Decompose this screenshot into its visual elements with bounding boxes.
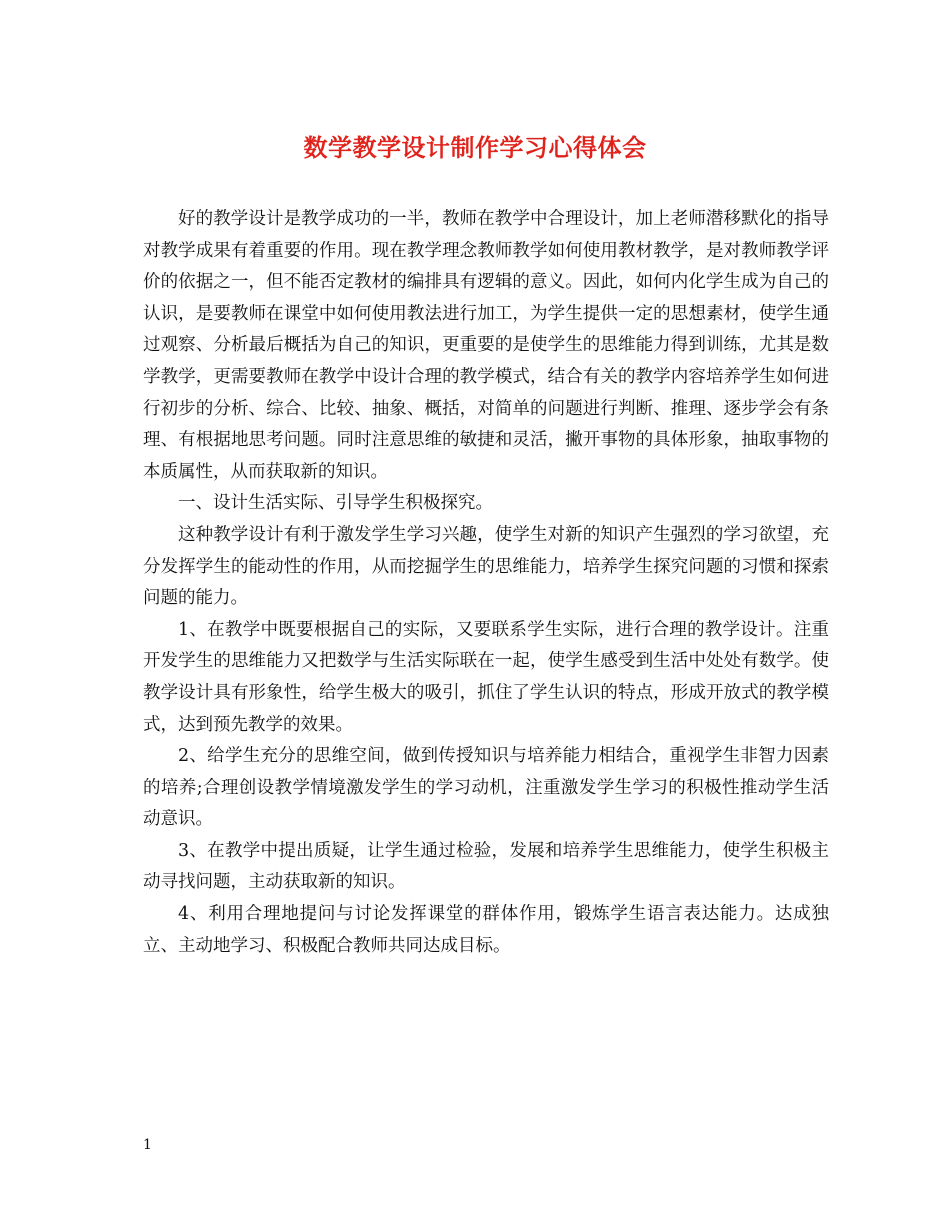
document-title: 数学教学设计制作学习心得体会 xyxy=(303,133,647,162)
page-number: 1 xyxy=(143,1137,152,1153)
paragraph-benefits: 这种教学设计有利于激发学生学习兴趣，使学生对新的知识产生强烈的学习欲望，充分发挥学生的能动性的作用，从而挖掘学生的思维能力，培养学生探究问题的习惯和探索问题的能力。 xyxy=(143,524,829,609)
paragraph-point-3: 3、在教学中提出质疑，让学生通过检验，发展和培养学生思维能力，使学生积极主动寻找问题，主动获取新的知识。 xyxy=(143,840,829,893)
document-body xyxy=(143,204,829,962)
paragraph-point-1: 1、在教学中既要根据自己的实际，又要联系学生实际，进行合理的教学设计。注重开发学生的思维能力又把数学与生活实际联在一起，使学生感受到生活中处处有数学。使教学设计具有形象性，给学生极大的吸引，抓住了学生认识的特点，形成开放式的教学模式，达到预先教学的效果。 xyxy=(143,619,829,735)
paragraph-intro: 好的教学设计是教学成功的一半，教师在教学中合理设计，加上老师潜移默化的指导对教学成果有着重要的作用。现在教学理念教师教学如何使用教材教学，是对教师教学评价的依据之一，但不能否定教材的编排具有逻辑的意义。因此，如何内化学生成为自己的认识，是要教师在课堂中如何使用教法进行加工，为学生提供一定的思想素材，使学生通过观察、分析最后概括为自己的知识，更重要的是使学生的思维能力得到训练，尤其是数学教学，更需要教师在教学中设计合理的教学模式，结合有关的教学内容培养学生如何进行初步的分析、综合、比较、抽象、概括，对简单的问题进行判断、推理、逐步学会有条理、有根据地思考问题。同时注意思维的敏捷和灵活，撇开事物的具体形象，抽取事物的本质属性，从而获取新的知识。 xyxy=(143,209,829,482)
paragraph-point-4: 4、利用合理地提问与讨论发挥课堂的群体作用，锻炼学生语言表达能力。达成独立、主动地学习、积极配合教师共同达成目标。 xyxy=(143,904,829,956)
paragraph-point-2: 2、给学生充分的思维空间，做到传授知识与培养能力相结合，重视学生非智力因素的培养;合理创设教学情境激发学生的学习动机，注重激发学生学习的积极性推动学生活动意识。 xyxy=(143,746,829,830)
paragraph-heading-1: 一、设计生活实际、引导学生积极探究。 xyxy=(178,493,493,514)
